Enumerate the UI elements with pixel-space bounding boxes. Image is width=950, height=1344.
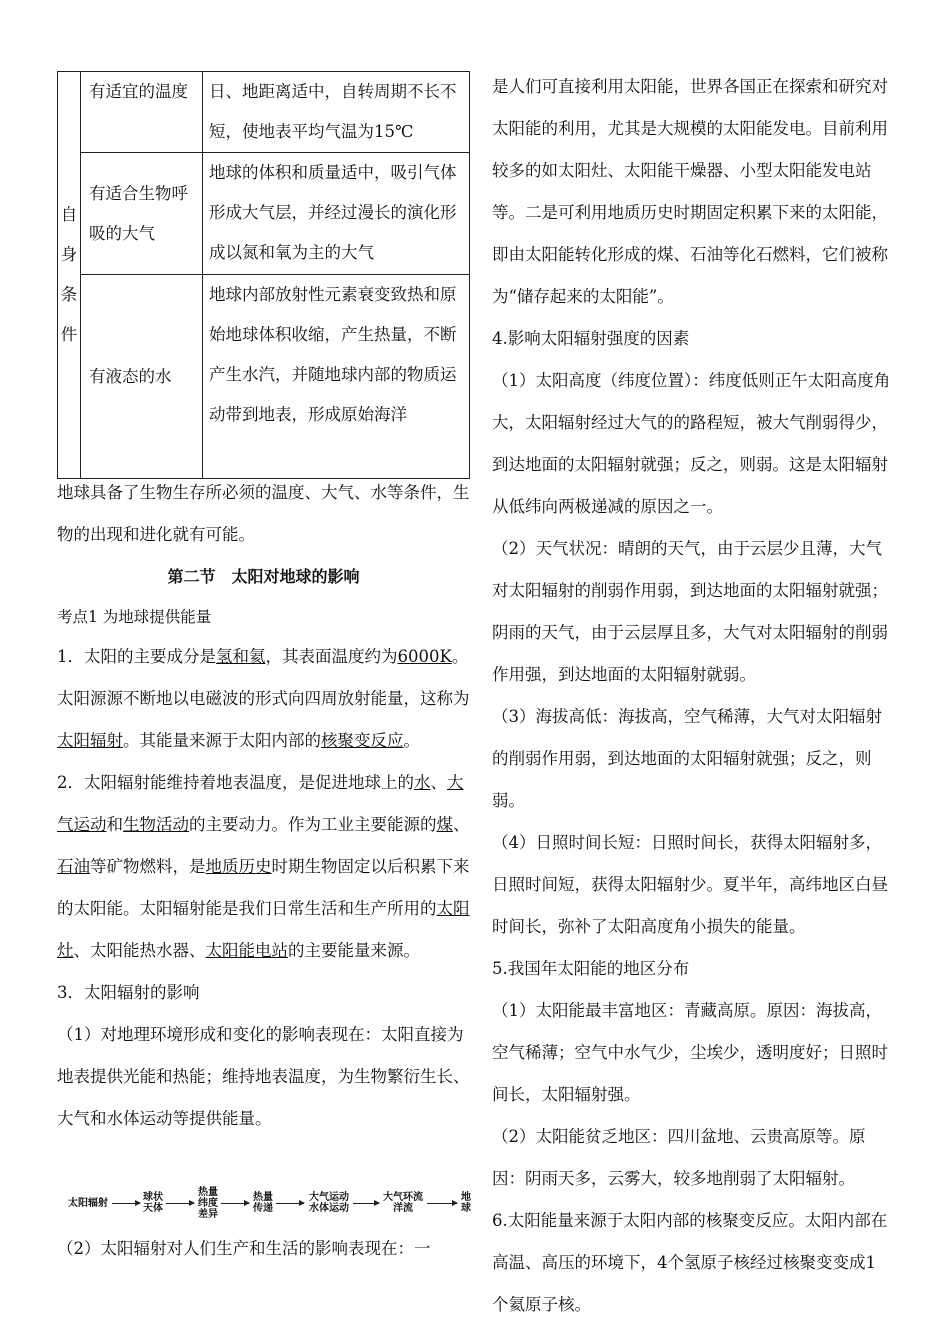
section-title: 第二节 太阳对地球的影响 [167,567,360,586]
paragraph-1: 1．太阳的主要成分是氢和氦，其表面温度约为6000K。太阳源源不断地以电磁波的形式向四周放射能量，这称为太阳辐射。其能量来源于太阳内部的核聚变反应。 [57,647,470,750]
heading-6: 6.太阳能量来源于太阳内部的核聚变反应。太阳内部在高温、高压的环境下，4个氢原子核经过核聚变变成1个氦原子核。 [492,1211,888,1314]
distribution-2: （2）太阳能贫乏地区：四川盆地、云贵高原等。原因：阴雨天多，云雾大，较多地削弱了太阳辐射。 [492,1127,866,1188]
left-column-bottom [57,1228,470,1270]
heading-4: 4.影响太阳辐射强度的因素 [492,329,690,348]
flow-arrow [166,1203,194,1204]
flow-arrow [427,1203,457,1204]
distribution-1: （1）太阳能最丰富地区：青藏高原。原因：海拔高，空气稀薄；空气中水气少，尘埃少，透明度好；日照时间长，太阳辐射强。 [492,1001,888,1104]
flow-node: 大气环流洋流 [383,1192,423,1214]
flow-node: 热量纬度差异 [198,1187,218,1220]
condition-desc: 地球内部放射性元素衰变致热和原始地球体积收缩，产生热量，不断产生水汽，并随地球内部的物质运动带到地表，形成原始海洋 [203,275,470,479]
condition-name: 有适宜的温度 [81,72,203,153]
factor-1: （1）太阳高度（纬度位置）：纬度低则正午太阳高度角大，太阳辐射经过大气的的路程短，被大气削弱得少，到达地面的太阳辐射就强；反之，则弱。这是太阳辐射从低纬向两极递减的原因之一。 [492,371,891,516]
heading-5: 5.我国年太阳能的地区分布 [492,959,690,978]
left-column [57,472,470,1140]
condition-desc: 地球的体积和质量适中，吸引气体形成大气层，并经过漫长的演化形成以氮和氧为主的大气 [203,153,470,275]
kaodian-heading: 考点1 为地球提供能量 [57,608,212,626]
factor-3: （3）海拔高低：海拔高，空气稀薄，大气对太阳辐射的削弱作用弱，到达地面的太阳辐射就强；反之，则弱。 [492,707,882,810]
solar-use-text: 是人们可直接利用太阳能，世界各国正在探索和研究对太阳能的利用，尤其是大规模的太阳能发电。目前利用较多的如太阳灶、太阳能干燥器、小型太阳能发电站等。二是可利用地质历史时期固定积累下来的太阳能，即由太阳能转化形成的煤、石油等化石燃料，它们被称为“储存起来的太阳能”。 [492,77,888,306]
paragraph-2: 2．太阳辐射能维持着地表温度，是促进地球上的水、大气运动和生物活动的主要动力。作为工业主要能源的煤、石油等矿物燃料，是地质历史时期生物固定以后积累下来的太阳能。太阳辐射能是我们日常生活和生产所用的太阳灶、太阳能热水器、太阳能电站的主要能量来源。 [57,773,470,960]
condition-name: 有液态的水 [81,275,203,479]
condition-name: 有适合生物呼吸的大气 [81,153,203,275]
flow-node: 热量传递 [253,1192,273,1214]
flow-arrow [353,1203,379,1204]
flow-arrow [221,1203,249,1204]
flow-node: 地球 [461,1192,471,1214]
paragraph-3-1: （1）对地理环境形成和变化的影响表现在：太阳直接为地表提供光能和热能；维持地表温度，为生物繁衍生长、大气和水体运动等提供能量。 [57,1025,470,1128]
condition-desc: 日、地距离适中，自转周期不长不短，使地表平均气温为15℃ [203,72,470,153]
flow-arrow [112,1203,140,1204]
conditions-table [57,71,470,479]
paragraph-3-2: （2）太阳辐射对人们生产和生活的影响表现在：一 [57,1239,431,1258]
flow-arrow [276,1203,304,1204]
flow-node: 太阳辐射 [68,1198,108,1209]
self-condition-label: 自 身 条 件 [58,72,81,479]
factor-4: （4）日照时间长短：日照时间长，获得太阳辐射多，日照时间短，获得太阳辐射少。夏半年，高纬地区白昼时间长，弥补了太阳高度角小损失的能量。 [492,833,888,936]
flow-node: 球状天体 [143,1192,163,1214]
flow-node: 大气运动水体运动 [309,1192,349,1214]
factor-2: （2）天气状况：晴朗的天气，由于云层少且薄，大气对太阳辐射的削弱作用弱，到达地面的太阳辐射就强；阴雨的天气，由于云层厚且多，大气对太阳辐射的削弱作用强，到达地面的太阳辐射就弱。 [492,539,888,684]
right-column [492,66,892,1326]
radiation-flow-diagram [66,1187,476,1227]
paragraph-3: 3．太阳辐射的影响 [57,983,200,1002]
summary-text: 地球具备了生物生存所必须的温度、大气、水等条件，生物的出现和进化就有可能。 [57,483,470,544]
